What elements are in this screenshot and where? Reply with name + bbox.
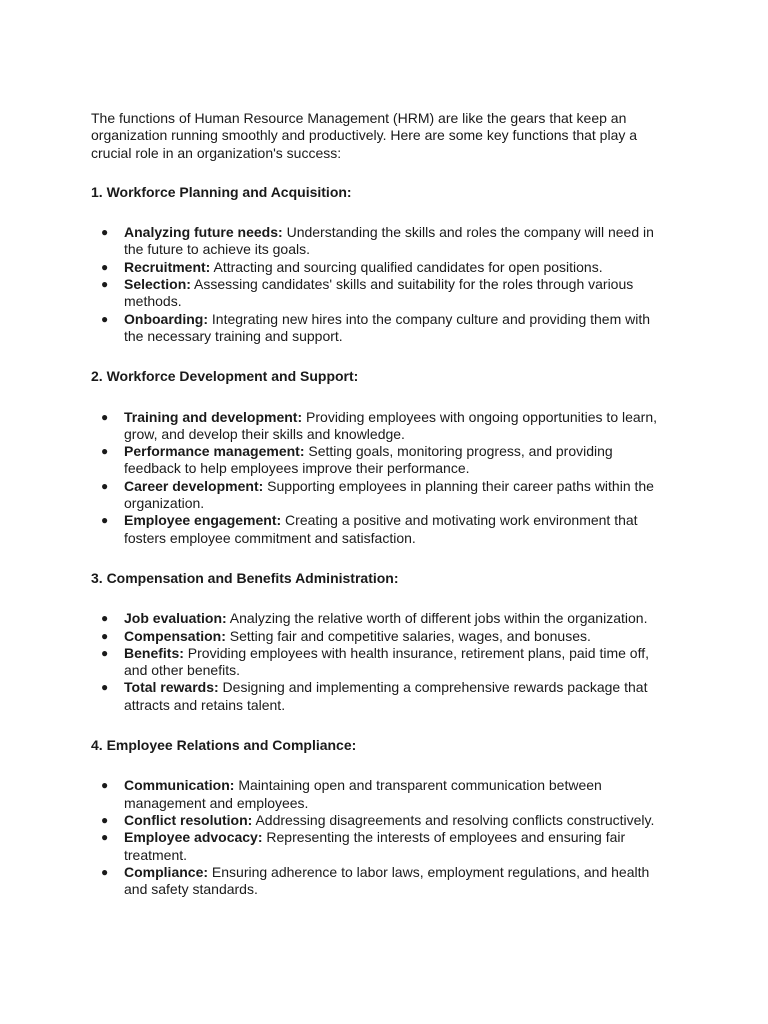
list-item bbox=[91, 224, 671, 259]
section-heading-employee-relations: 4. Employee Relations and Compliance: bbox=[91, 737, 357, 754]
list-item-term: Selection: bbox=[124, 276, 191, 293]
list-item bbox=[91, 478, 671, 513]
list-item-term: Benefits: bbox=[124, 644, 184, 661]
list-item bbox=[91, 679, 671, 714]
list-item-text: Addressing disagreements and resolving conflicts constructively. bbox=[252, 811, 655, 828]
bullet-list-workforce-planning bbox=[91, 224, 671, 345]
list-item-text: Supporting employees in planning their career paths within the organization. bbox=[124, 477, 654, 512]
list-item-term: Onboarding: bbox=[124, 310, 208, 327]
bullet-icon: ● bbox=[101, 409, 109, 424]
bullet-icon: ● bbox=[101, 225, 109, 240]
list-item bbox=[91, 276, 671, 311]
list-item-term: Conflict resolution: bbox=[124, 811, 253, 828]
list-item bbox=[91, 645, 671, 680]
list-item-text: Understanding the skills and roles the company will need in the future to achieve its goals. bbox=[124, 224, 654, 258]
bullet-icon: ● bbox=[101, 778, 109, 793]
list-item-text: Creating a positive and motivating work environment that fosters employee commitment and satisfaction. bbox=[124, 512, 638, 546]
bullet-icon: ● bbox=[101, 478, 109, 493]
bullet-icon: ● bbox=[101, 812, 109, 827]
list-item-term: Training and development: bbox=[124, 408, 303, 425]
bullet-list-workforce-development bbox=[91, 409, 671, 547]
list-item-term: Total rewards: bbox=[124, 679, 219, 696]
list-item-term: Analyzing future needs: bbox=[124, 224, 283, 241]
bullet-icon: ● bbox=[101, 444, 109, 459]
list-item-term: Communication: bbox=[124, 777, 235, 794]
section-heading-workforce-planning: 1. Workforce Planning and Acquisition: bbox=[91, 183, 352, 200]
list-item-term: Compliance: bbox=[124, 863, 209, 880]
list-item bbox=[91, 512, 671, 547]
bullet-icon: ● bbox=[101, 259, 109, 274]
list-item-text: Designing and implementing a comprehensive rewards package that attracts and retains talent. bbox=[124, 679, 648, 713]
list-item bbox=[91, 777, 671, 812]
list-item bbox=[91, 409, 671, 444]
bullet-icon: ● bbox=[101, 830, 109, 845]
bullet-icon: ● bbox=[101, 277, 109, 292]
bullet-icon: ● bbox=[101, 864, 109, 879]
list-item-term: Job evaluation: bbox=[124, 610, 227, 627]
list-item-text: Providing employees with ongoing opportunities to learn, grow, and develop their skills and knowledge. bbox=[124, 408, 658, 442]
list-item-text: Analyzing the relative worth of different jobs within the organization. bbox=[226, 610, 648, 627]
list-item bbox=[91, 259, 671, 276]
list-item bbox=[91, 311, 671, 346]
list-item-term: Employee advocacy: bbox=[124, 829, 263, 846]
section-heading-workforce-development: 2. Workforce Development and Support: bbox=[91, 368, 359, 385]
bullet-list-compensation-benefits bbox=[91, 610, 671, 714]
list-item bbox=[91, 812, 671, 829]
bullet-icon: ● bbox=[101, 628, 109, 643]
list-item bbox=[91, 610, 671, 627]
section-heading-compensation-benefits: 3. Compensation and Benefits Administration: bbox=[91, 569, 399, 586]
list-item-term: Performance management: bbox=[124, 443, 305, 460]
bullet-icon: ● bbox=[101, 680, 109, 695]
list-item-text: Attracting and sourcing qualified candidates for open positions. bbox=[210, 258, 603, 275]
list-item-text: Setting fair and competitive salaries, wages, and bonuses. bbox=[225, 627, 591, 644]
list-item-text: Providing employees with health insurance, retirement plans, paid time off, and other benefits. bbox=[124, 644, 650, 679]
list-item-text: Ensuring adherence to labor laws, employment regulations, and health and safety standards. bbox=[124, 863, 650, 898]
bullet-list-employee-relations bbox=[91, 777, 671, 898]
bullet-icon: ● bbox=[101, 645, 109, 660]
list-item-text: Maintaining open and transparent communication between management and employees. bbox=[124, 777, 602, 811]
list-item bbox=[91, 628, 671, 645]
list-item bbox=[91, 864, 671, 899]
list-item-term: Recruitment: bbox=[124, 258, 211, 275]
bullet-icon: ● bbox=[101, 513, 109, 528]
intro-paragraph: The functions of Human Resource Management (HRM) are like the gears that keep an organization running smoothly and productively. Here are some key functions that play a crucial role in an organization's success: bbox=[91, 110, 638, 161]
list-item bbox=[91, 829, 671, 864]
list-item-term: Compensation: bbox=[124, 627, 226, 644]
list-item-text: Integrating new hires into the company culture and providing them with the necessary training and support. bbox=[124, 310, 651, 344]
list-item-text: Representing the interests of employees and ensuring fair treatment. bbox=[124, 829, 626, 863]
list-item bbox=[91, 443, 671, 478]
list-item-text: Setting goals, monitoring progress, and providing feedback to help employees improve their performance. bbox=[124, 443, 613, 477]
list-item-text: Assessing candidates' skills and suitability for the roles through various methods. bbox=[124, 276, 634, 310]
list-item-term: Career development: bbox=[124, 477, 264, 494]
list-item-term: Employee engagement: bbox=[124, 512, 282, 529]
document-page bbox=[91, 110, 671, 921]
bullet-icon: ● bbox=[101, 611, 109, 626]
bullet-icon: ● bbox=[101, 311, 109, 326]
